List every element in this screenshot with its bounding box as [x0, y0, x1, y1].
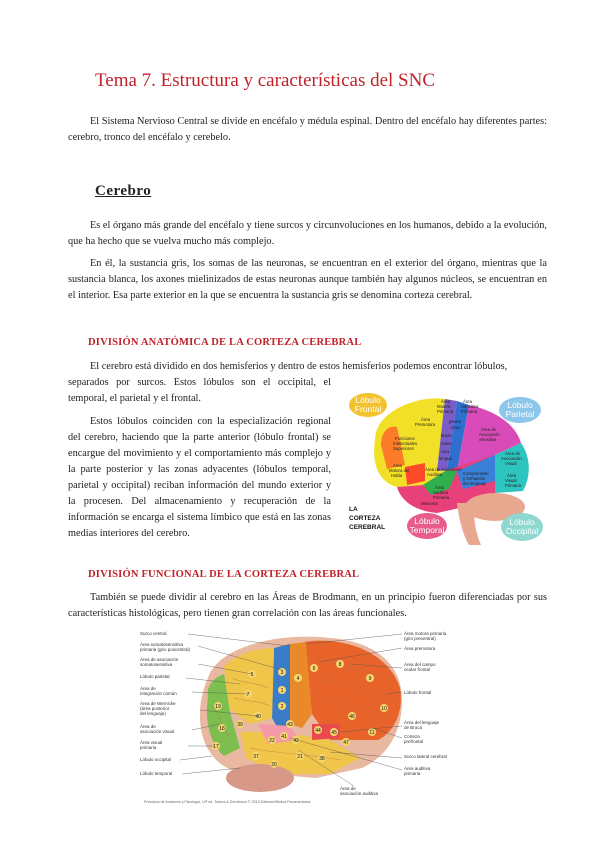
- svg-text:Área motora primaria: Área motora primaria: [404, 631, 447, 636]
- svg-text:17: 17: [213, 744, 219, 750]
- svg-text:Sensitiva: Sensitiva: [461, 404, 479, 409]
- svg-text:Área auditiva: Área auditiva: [404, 766, 431, 771]
- svg-text:Primaria: Primaria: [505, 483, 521, 488]
- svg-text:Surco lateral cerebral: Surco lateral cerebral: [404, 754, 447, 759]
- svg-text:Primaria: Primaria: [461, 409, 477, 414]
- svg-text:primaria: primaria: [404, 771, 421, 776]
- svg-text:Memoria: Memoria: [421, 501, 438, 506]
- svg-text:del lenguaje): del lenguaje): [140, 711, 166, 716]
- svg-text:Área: Área: [393, 463, 403, 468]
- bubble-lobulo-frontal: Lóbulo Frontal: [349, 393, 387, 417]
- svg-text:Asociación: Asociación: [479, 432, 500, 437]
- svg-text:Lóbulo temporal: Lóbulo temporal: [140, 771, 173, 776]
- svg-text:Surco central: Surco central: [140, 631, 167, 636]
- cortex-lobes-figure: [345, 385, 545, 545]
- bubble-lobulo-parietal: Lóbulo Parietal: [499, 397, 541, 423]
- bubble-lobulo-occipital: Lóbulo Occipital: [501, 513, 543, 541]
- svg-text:Principios de Anatomía y Fisio: Principios de Anatomía y Fisiología, 13ª ed. Tortora & Derrickson © 2013 Editorial Médica Panamericana: [144, 800, 311, 804]
- svg-text:11: 11: [369, 730, 375, 736]
- svg-text:Área visual: Área visual: [140, 740, 163, 745]
- svg-text:Área de Wernicke: Área de Wernicke: [140, 701, 176, 706]
- svg-text:Habla: Habla: [391, 473, 403, 478]
- svg-text:Asociación: Asociación: [501, 456, 522, 461]
- anatomica-paragraph-2: Estos lóbulos coinciden con la especialización regional del cerebro, haciendo que la parte anterior (lóbulo frontal) se encargue del movimiento y el comportamiento más complejo y la parte posterior y las zonas adyacentes (lóbulos temporal, parietal y occipital) reciban información del mundo exterior y la procesen. Del almacenamiento y recuperación de la información se encarga el sistema límbico que está en las zonas medias interiores del cerebro.: [68, 416, 331, 539]
- svg-text:lengua: lengua: [439, 456, 452, 461]
- section-heading-anatomica: DIVISIÓN ANATÓMICA DE LA CORTEZA CEREBRAL: [88, 337, 362, 348]
- svg-text:43: 43: [287, 722, 293, 728]
- svg-text:Funciones: Funciones: [395, 436, 415, 441]
- svg-text:Área de: Área de: [481, 427, 497, 432]
- svg-text:2: 2: [280, 704, 284, 710]
- svg-text:somatosensitiva: somatosensitiva: [140, 662, 173, 667]
- page-title: Tema 7. Estructura y características del SNC: [95, 70, 436, 91]
- svg-text:Motora: Motora: [437, 404, 451, 409]
- svg-text:Superiores: Superiores: [393, 446, 414, 451]
- svg-text:39: 39: [237, 722, 243, 728]
- svg-text:38: 38: [319, 756, 325, 762]
- svg-text:Auditiva: Auditiva: [427, 472, 443, 477]
- section-heading-funcional: DIVISIÓN FUNCIONAL DE LA CORTEZA CEREBRAL: [88, 569, 360, 580]
- svg-text:del lenguaje: del lenguaje: [463, 481, 487, 486]
- anatomica-lead: El cerebro está dividido en dos hemisferios y dentro de estos hemisferios podemos encontrar lóbulos,: [90, 361, 508, 372]
- svg-text:40: 40: [255, 714, 261, 720]
- svg-text:de Broca: de Broca: [404, 725, 423, 730]
- svg-text:Lóbulo frontal: Lóbulo frontal: [404, 690, 432, 695]
- svg-text:21: 21: [297, 754, 303, 760]
- svg-text:4: 4: [296, 676, 300, 682]
- svg-text:Área del campo: Área del campo: [404, 662, 436, 667]
- svg-text:Área: Área: [435, 485, 445, 490]
- svg-text:18: 18: [219, 726, 225, 732]
- svg-text:Comprensión: Comprensión: [463, 471, 489, 476]
- svg-text:asociación auditiva: asociación auditiva: [340, 791, 379, 796]
- svg-text:(giro precentral): (giro precentral): [404, 636, 436, 641]
- anatomica-paragraph-1: separados por surcos. Estos lóbulos son el occipital, el temporal, el parietal y el frontal.: [68, 377, 331, 404]
- svg-text:Intelectuales: Intelectuales: [393, 441, 418, 446]
- svg-text:Sensitiva: Sensitiva: [479, 437, 497, 442]
- svg-text:Área de: Área de: [140, 724, 156, 729]
- svg-text:brazo: brazo: [441, 433, 452, 438]
- svg-text:Auditiva: Auditiva: [433, 490, 449, 495]
- bubble-lobulo-temporal: Lóbulo Temporal: [407, 513, 447, 539]
- svg-text:Área somatosensitiva: Área somatosensitiva: [140, 642, 184, 647]
- svg-text:Área: Área: [421, 417, 431, 422]
- svg-text:mano: mano: [441, 441, 452, 446]
- svg-text:Área del lenguaje: Área del lenguaje: [404, 720, 440, 725]
- svg-text:Corteza: Corteza: [404, 734, 420, 739]
- svg-text:42: 42: [293, 738, 299, 744]
- svg-text:Primaria: Primaria: [437, 409, 453, 414]
- svg-text:8: 8: [338, 662, 342, 668]
- cerebro-paragraph-2: En él, la sustancia gris, los somas de las neuronas, se encuentran en el exterior del órgano, mientras que la sustancia blanca, los axones mielinizados de estas neuronas aunque también hay algunos núcleos, se encuentran en el interior. Esa parte exterior en la que se encuentra la sustancia gris se denomina corteza cerebral.: [68, 258, 547, 301]
- svg-text:10: 10: [381, 706, 387, 712]
- svg-text:(área posterior: (área posterior: [140, 706, 170, 711]
- svg-text:primaria: primaria: [140, 745, 157, 750]
- svg-text:Área premotora: Área premotora: [404, 646, 436, 651]
- svg-text:Visual: Visual: [505, 461, 517, 466]
- svg-text:Motora del: Motora del: [389, 468, 410, 473]
- svg-text:CORTEZA: CORTEZA: [349, 515, 381, 522]
- svg-text:asociación visual: asociación visual: [140, 729, 175, 734]
- svg-text:Área de: Área de: [140, 686, 156, 691]
- svg-text:41: 41: [281, 734, 287, 740]
- section-heading-cerebro: Cerebro: [95, 183, 152, 199]
- svg-text:44: 44: [315, 728, 321, 734]
- svg-text:Lóbulo parietal: Lóbulo parietal: [140, 674, 170, 679]
- svg-text:CEREBRAL: CEREBRAL: [349, 524, 386, 531]
- svg-text:Primaria: Primaria: [433, 495, 449, 500]
- svg-text:Área de: Área de: [505, 451, 521, 456]
- svg-text:9: 9: [368, 676, 372, 682]
- svg-text:5: 5: [250, 672, 254, 678]
- cerebro-paragraph-1: Es el órgano más grande del encéfalo y tiene surcos y circunvoluciones en los humanos, debido a la evolución, que ha hecho que se vuelva mucho más complejo.: [68, 220, 547, 247]
- svg-text:LA: LA: [349, 506, 358, 513]
- svg-text:Visual: Visual: [505, 478, 517, 483]
- svg-text:ocular frontal: ocular frontal: [404, 667, 431, 672]
- svg-text:37: 37: [253, 754, 259, 760]
- svg-text:19: 19: [215, 704, 221, 710]
- svg-text:46: 46: [349, 714, 355, 720]
- svg-text:primaria (giro poscentral): primaria (giro poscentral): [140, 647, 191, 652]
- svg-text:22: 22: [269, 738, 275, 744]
- svg-text:20: 20: [271, 762, 277, 768]
- svg-text:pierna: pierna: [449, 419, 461, 424]
- svg-text:Área: Área: [507, 473, 517, 478]
- svg-text:Área de: Área de: [340, 786, 356, 791]
- svg-text:Área: Área: [463, 399, 473, 404]
- svg-text:Área de asociación: Área de asociación: [140, 657, 179, 662]
- svg-text:45: 45: [331, 730, 337, 736]
- svg-text:6: 6: [312, 666, 316, 672]
- svg-text:Área de Asociación: Área de Asociación: [425, 467, 462, 472]
- svg-text:integración común: integración común: [140, 691, 177, 696]
- svg-text:3: 3: [280, 670, 284, 676]
- svg-text:47: 47: [343, 740, 349, 746]
- svg-text:prefrontal: prefrontal: [404, 739, 424, 744]
- svg-text:tórax: tórax: [451, 425, 461, 430]
- svg-text:Premotora: Premotora: [415, 422, 436, 427]
- svg-text:Lóbulo occipital: Lóbulo occipital: [140, 757, 172, 762]
- funcional-paragraph: También se puede dividir al cerebro en las Áreas de Brodmann, en un principio fueron diferenciadas por sus características histológicas, pero tienen gran correlación con las áreas funcionales.: [68, 592, 547, 619]
- svg-text:7: 7: [246, 692, 250, 698]
- svg-text:Área: Área: [441, 399, 451, 404]
- svg-text:y formación: y formación: [463, 476, 486, 481]
- svg-text:1: 1: [280, 688, 284, 694]
- brodmann-areas-figure: [140, 628, 456, 804]
- intro-paragraph: El Sistema Nervioso Central se divide en encéfalo y médula espinal. Dentro del encéfalo hay diferentes partes: cerebro, tronco del encéfalo y cerebelo.: [68, 116, 547, 143]
- svg-text:cara: cara: [441, 449, 450, 454]
